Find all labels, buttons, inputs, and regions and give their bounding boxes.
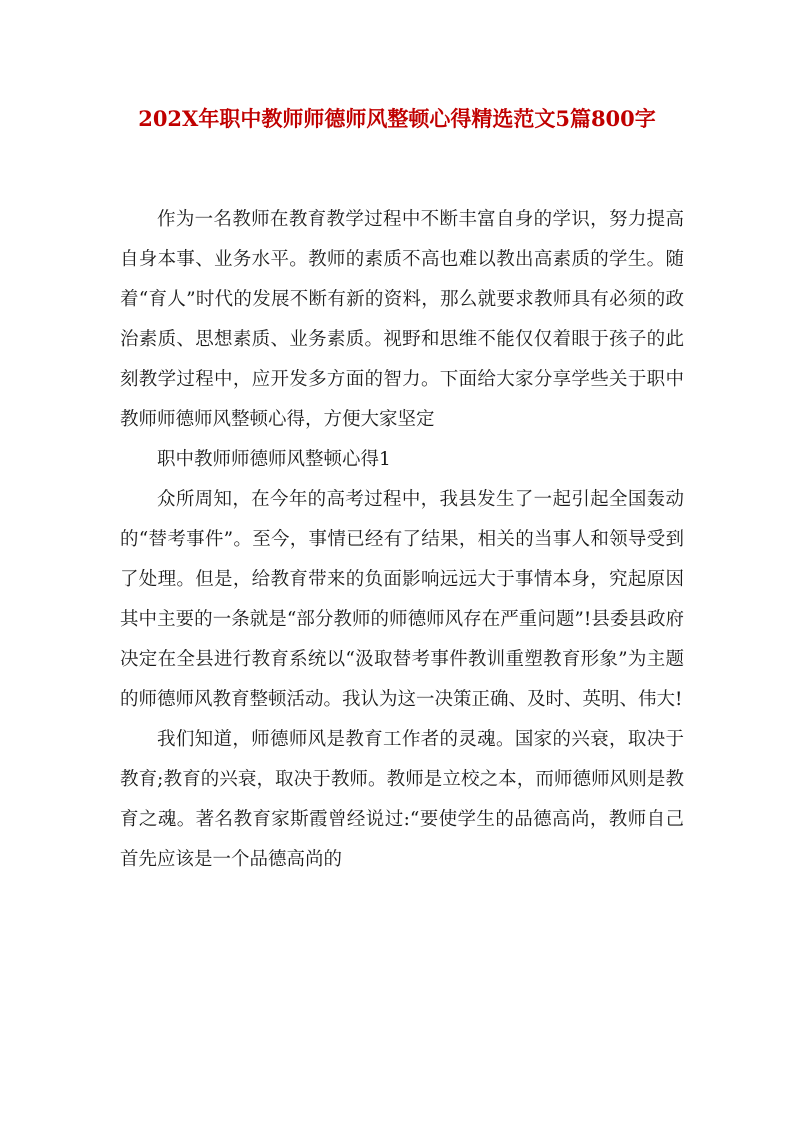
document-title: 202X年职中教师师德师风整顿心得精选范文5篇800字 (138, 106, 656, 131)
document-body (120, 200, 684, 880)
intro-paragraph: 作为一名教师在教育教学过程中不断丰富自身的学识，努力提高自身本事、业务水平。教师的素质不高也难以教出高素质的学生。随着“育人”时代的发展不断有新的资料，那么就要求教师具有必须的政治素质、思想素质、业务素质。视野和思维不能仅仅着眼于孩子的此刻教学过程中，应开发多方面的智力。下面给大家分享学些关于职中教师师德师风整顿心得，方便大家坚定 (120, 209, 684, 430)
body-paragraph-1: 众所周知，在今年的高考过程中，我县发生了一起引起全国轰动的“替考事件”。至今，事情已经有了结果，相关的当事人和领导受到了处理。但是，给教育带来的负面影响远远大于事情本身，究起原因其中主要的一条就是“部分教师的师德师风存在严重问题”!县委县政府决定在全县进行教育系统以“汲取替考事件教训重塑教育形象”为主题的师德师风教育整顿活动。我认为这一决策正确、及时、英明、伟大! (120, 489, 684, 710)
body-paragraph-2: 我们知道，师德师风是教育工作者的灵魂。国家的兴衰，取决于教育;教育的兴衰，取决于教师。教师是立校之本，而师德师风则是教育之魂。著名教育家斯霞曾经说过:“要使学生的品德高尚，教师自己首先应该是一个品德高尚的 (120, 729, 684, 870)
section-heading-1: 职中教师师德师风整顿心得1 (157, 449, 391, 470)
